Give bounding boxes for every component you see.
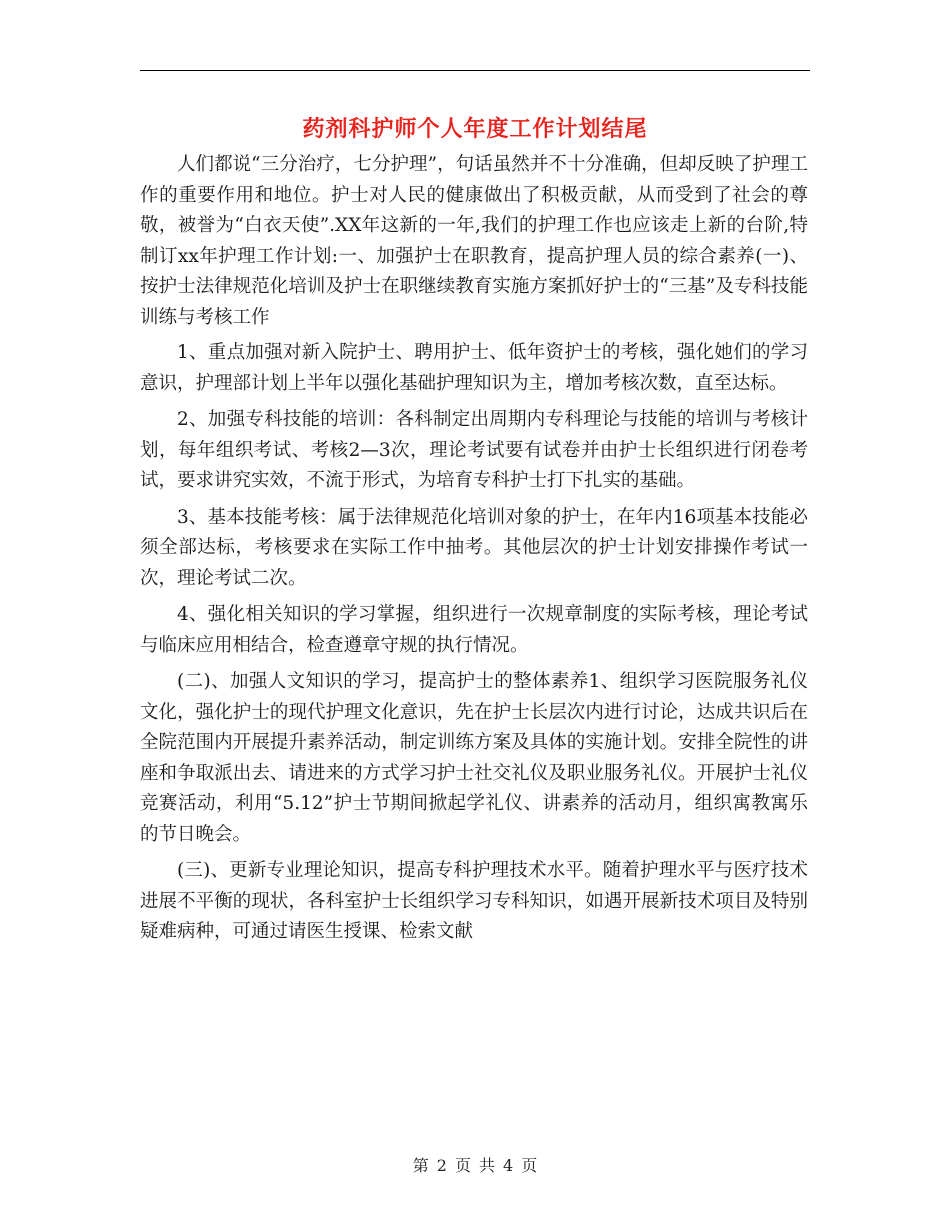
document-title: 药剂科护师个人年度工作计划结尾 (302, 116, 648, 142)
paragraph-item-3: 3、基本技能考核：属于法律规范化培训对象的护士，在年内16项基本技能必须全部达标，考核要求在实际工作中抽考。其他层次的护士计划安排操作考试一次，理论考试二次。 (140, 506, 808, 589)
footer-prefix: 第 (412, 1156, 429, 1175)
footer-total-pages: 4 (503, 1156, 514, 1175)
paragraph-intro: 人们都说“三分治疗，七分护理”，句话虽然并不十分准确，但却反映了护理工作的重要作用和地位。护士对人民的健康做出了积极贡献，从而受到了社会的尊敬，被誉为“白衣天使”.XX年这新的一年,我们的护理工作也应该走上新的台阶,特制订xx年护理工作计划:一、加强护士在职教育，提高护理人员的综合素养(一)、按护士法律规范化培训及护士在职继续教育实施方案抓好护士的“三基”及专科技能训练与考核工作 (140, 154, 808, 328)
paragraph-item-1: 1、重点加强对新入院护士、聘用护士、低年资护士的考核，强化她们的学习意识，护理部计划上半年以强化基础护理知识为主，增加考核次数，直至达标。 (140, 342, 808, 394)
footer-page-word: 页 (454, 1156, 471, 1175)
page-footer (140, 1153, 810, 1176)
document-body (140, 150, 808, 954)
footer-total-prefix: 共 (479, 1156, 496, 1175)
footer-suffix: 页 (521, 1156, 538, 1175)
paragraph-section-3: (三)、更新专业理论知识，提高专科护理技术水平。随着护理水平与医疗技术进展不平衡的现状，各科室护士长组织学习专科知识，如遇开展新技术项目及特别疑难病种，可通过请医生授课、检索文献 (140, 860, 808, 942)
header-rule (140, 70, 810, 71)
paragraph-item-2: 2、加强专科技能的培训：各科制定出周期内专科理论与技能的培训与考核计划，每年组织考试、考核2—3次，理论考试要有试卷并由护士长组织进行闭卷考试，要求讲究实效，不流于形式，为培育专科护士打下扎实的基础。 (140, 409, 808, 491)
paragraph-item-4: 4、强化相关知识的学习掌握，组织进行一次规章制度的实际考核，理论考试与临床应用相结合，检查遵章守规的执行情况。 (140, 604, 808, 656)
footer-current-page: 2 (436, 1156, 447, 1175)
paragraph-section-2: (二)、加强人文知识的学习，提高护士的整体素养1、组织学习医院服务礼仪文化，强化护士的现代护理文化意识，先在护士长层次内进行讨论，达成共识后在全院范围内开展提升素养活动，制定训练方案及具体的实施计划。安排全院性的讲座和争取派出去、请进来的方式学习护士社交礼仪及职业服务礼仪。开展护士礼仪竞赛活动，利用“5.12”护士节期间掀起学礼仪、讲素养的活动月，组织寓教寓乐的节日晚会。 (140, 671, 808, 845)
